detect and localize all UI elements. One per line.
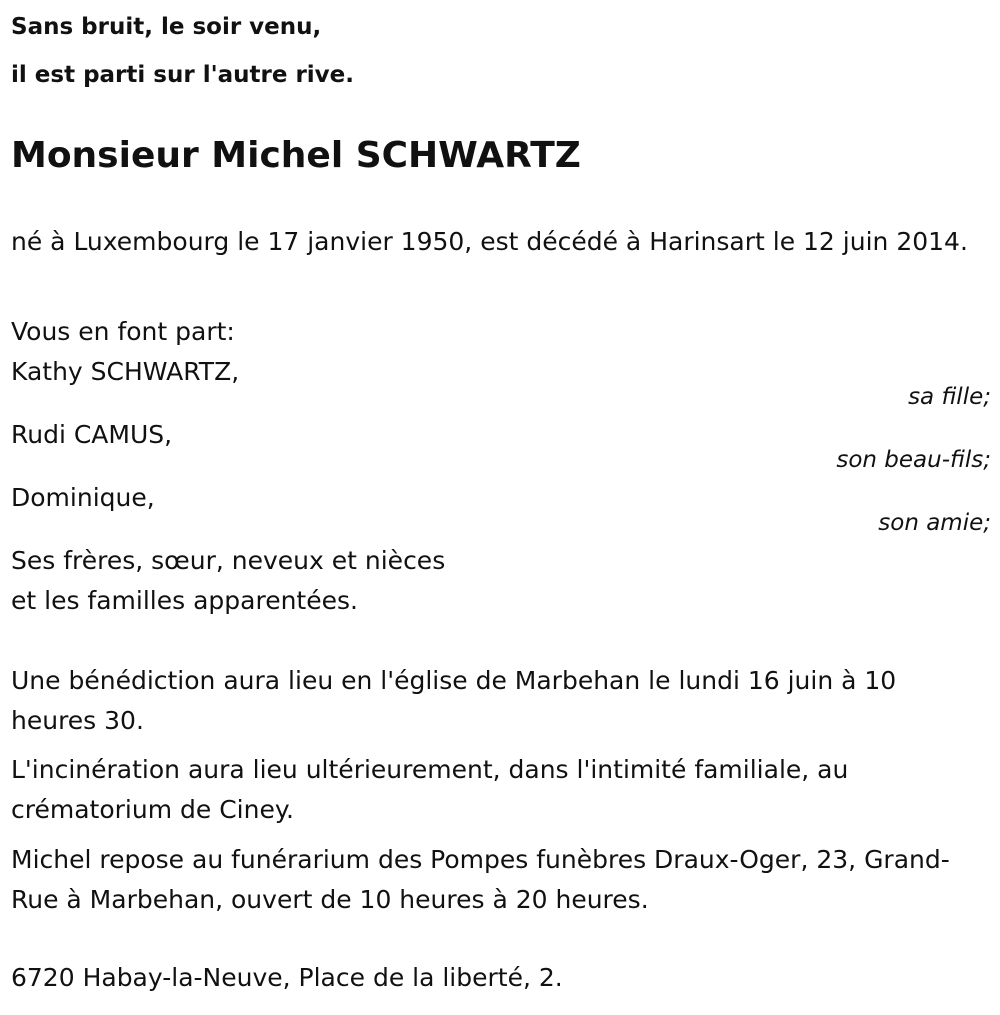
- family-member-name: Dominique,: [11, 483, 155, 512]
- family-member-name: Kathy SCHWARTZ,: [11, 357, 240, 386]
- blessing-text: Une bénédiction aura lieu en l'église de Marbehan le lundi 16 juin à 10 heures 30.: [11, 666, 897, 735]
- family-member-relation: son amie;: [878, 510, 991, 536]
- family-member-name: Rudi CAMUS,: [11, 420, 173, 449]
- family-others-line-2: et les familles apparentées.: [11, 586, 358, 615]
- address-text: 6720 Habay-la-Neuve, Place de la liberté, 2.: [11, 963, 563, 992]
- family-intro: Vous en font part:: [11, 317, 235, 346]
- epigraph-line-2: il est parti sur l'autre rive.: [11, 62, 355, 88]
- family-member-relation: sa fille;: [908, 384, 991, 410]
- epigraph-line-1: Sans bruit, le soir venu,: [11, 14, 322, 40]
- family-others-line-1: Ses frères, sœur, neveux et nièces: [11, 546, 446, 575]
- deceased-name: Monsieur Michel SCHWARTZ: [11, 135, 581, 176]
- family-member-relation: son beau-fils;: [836, 447, 991, 473]
- viewing-text: Michel repose au funérarium des Pompes funèbres Draux-Oger, 23, Grand-Rue à Marbehan, ouvert de 10 heures à 20 heures.: [11, 845, 950, 914]
- cremation-text: L'incinération aura lieu ultérieurement, dans l'intimité familiale, au crématorium de Ciney.: [11, 755, 849, 824]
- birth-death-text: né à Luxembourg le 17 janvier 1950, est décédé à Harinsart le 12 juin 2014.: [11, 227, 968, 256]
